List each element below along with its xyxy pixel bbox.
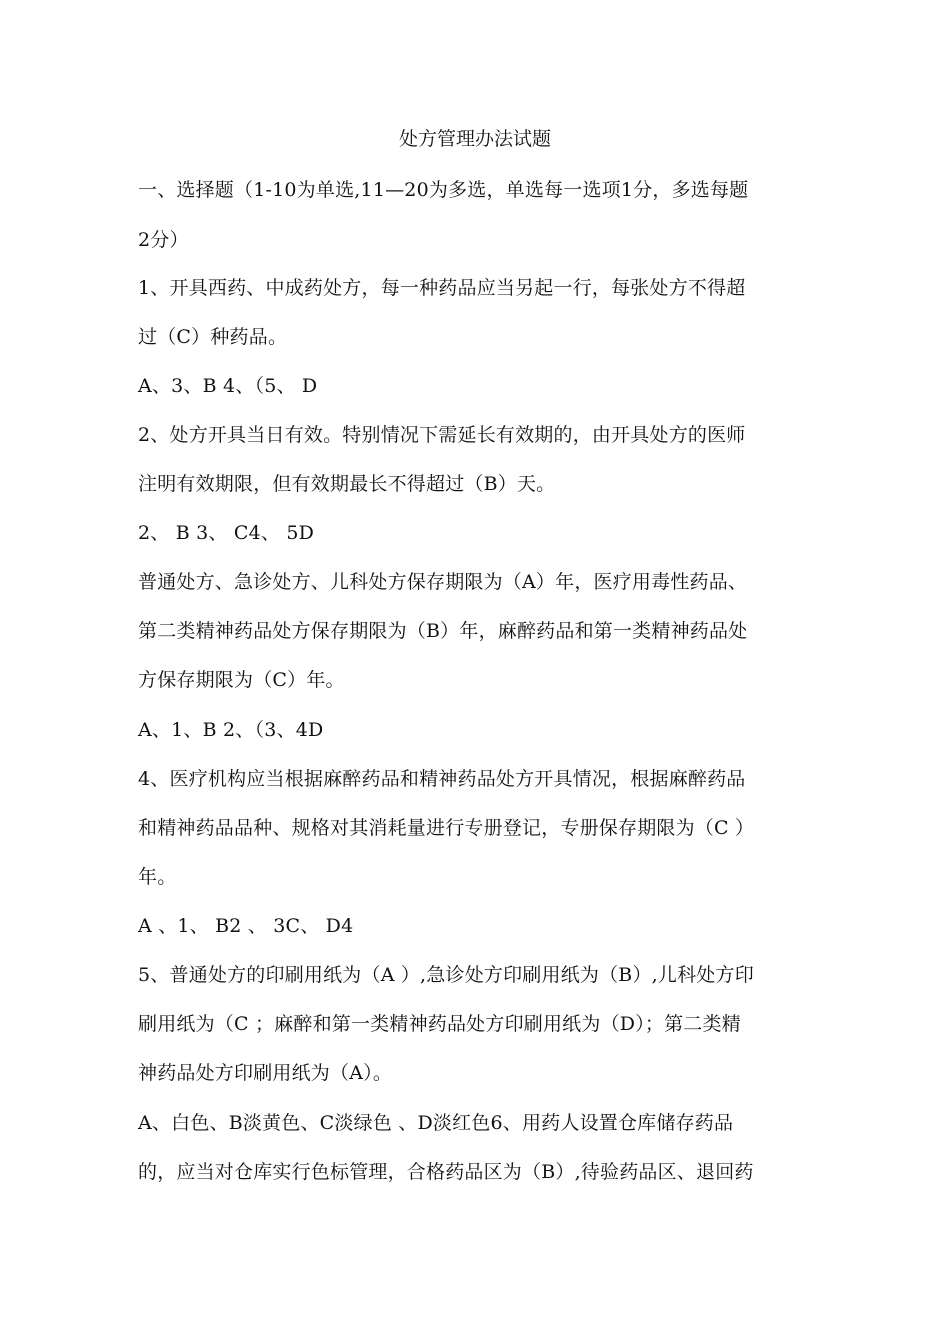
question-6: 的，应当对仓库实行色标管理，合格药品区为（B）,待验药品区、退回药: [138, 1161, 754, 1183]
text-line: 神药品处方印刷用纸为（A）。: [138, 1062, 393, 1084]
text-line: 第二类精神药品处方保存期限为（B）年，麻醉药品和第一类精神药品处: [138, 620, 748, 642]
options-line: 2、 B 3、 C4、 5D: [138, 522, 315, 544]
document-title: 处方管理办法试题: [398, 128, 551, 150]
options-line: A 、1、 B2 、 3C、 D4: [138, 915, 354, 937]
text-line: 注明有效期限，但有效期最长不得超过（B）天。: [138, 473, 556, 495]
options-line: A、1、B 2、（3、4D: [138, 719, 324, 741]
options-line: A、白色、B淡黄色、C淡绿色 、D淡红色6、用药人设置仓库储存药品: [138, 1112, 734, 1134]
text-line: 方保存期限为（C）年。: [138, 669, 345, 691]
question-5: 5、普通处方的印刷用纸为（A ）,急诊处方印刷用纸为（B）,儿科处方印: [138, 964, 754, 986]
text-line: 年。: [138, 866, 177, 888]
text-line: 2分）: [138, 229, 189, 251]
question-4: 4、医疗机构应当根据麻醉药品和精神药品处方开具情况，根据麻醉药品: [138, 768, 746, 790]
section-heading: 一、选择题（1-10为单选,11—20为多选，单选每一选项1分，多选每题: [138, 179, 749, 201]
text-line: 过（C）种药品。: [138, 326, 288, 348]
question-2: 2、处方开具当日有效。特别情况下需延长有效期的，由开具处方的医师: [138, 424, 746, 446]
text-line: 和精神药品品种、规格对其消耗量进行专册登记，专册保存期限为（C ）: [138, 817, 755, 839]
question-3: 普通处方、急诊处方、儿科处方保存期限为（A）年，医疗用毒性药品、: [138, 571, 748, 593]
text-line: 刷用纸为（C ；麻醉和第一类精神药品处方印刷用纸为（D）；第二类精: [138, 1013, 741, 1035]
question-1: 1、开具西药、中成药处方，每一种药品应当另起一行，每张处方不得超: [138, 277, 746, 299]
options-line: A、3、B 4、（5、 D: [138, 375, 318, 397]
